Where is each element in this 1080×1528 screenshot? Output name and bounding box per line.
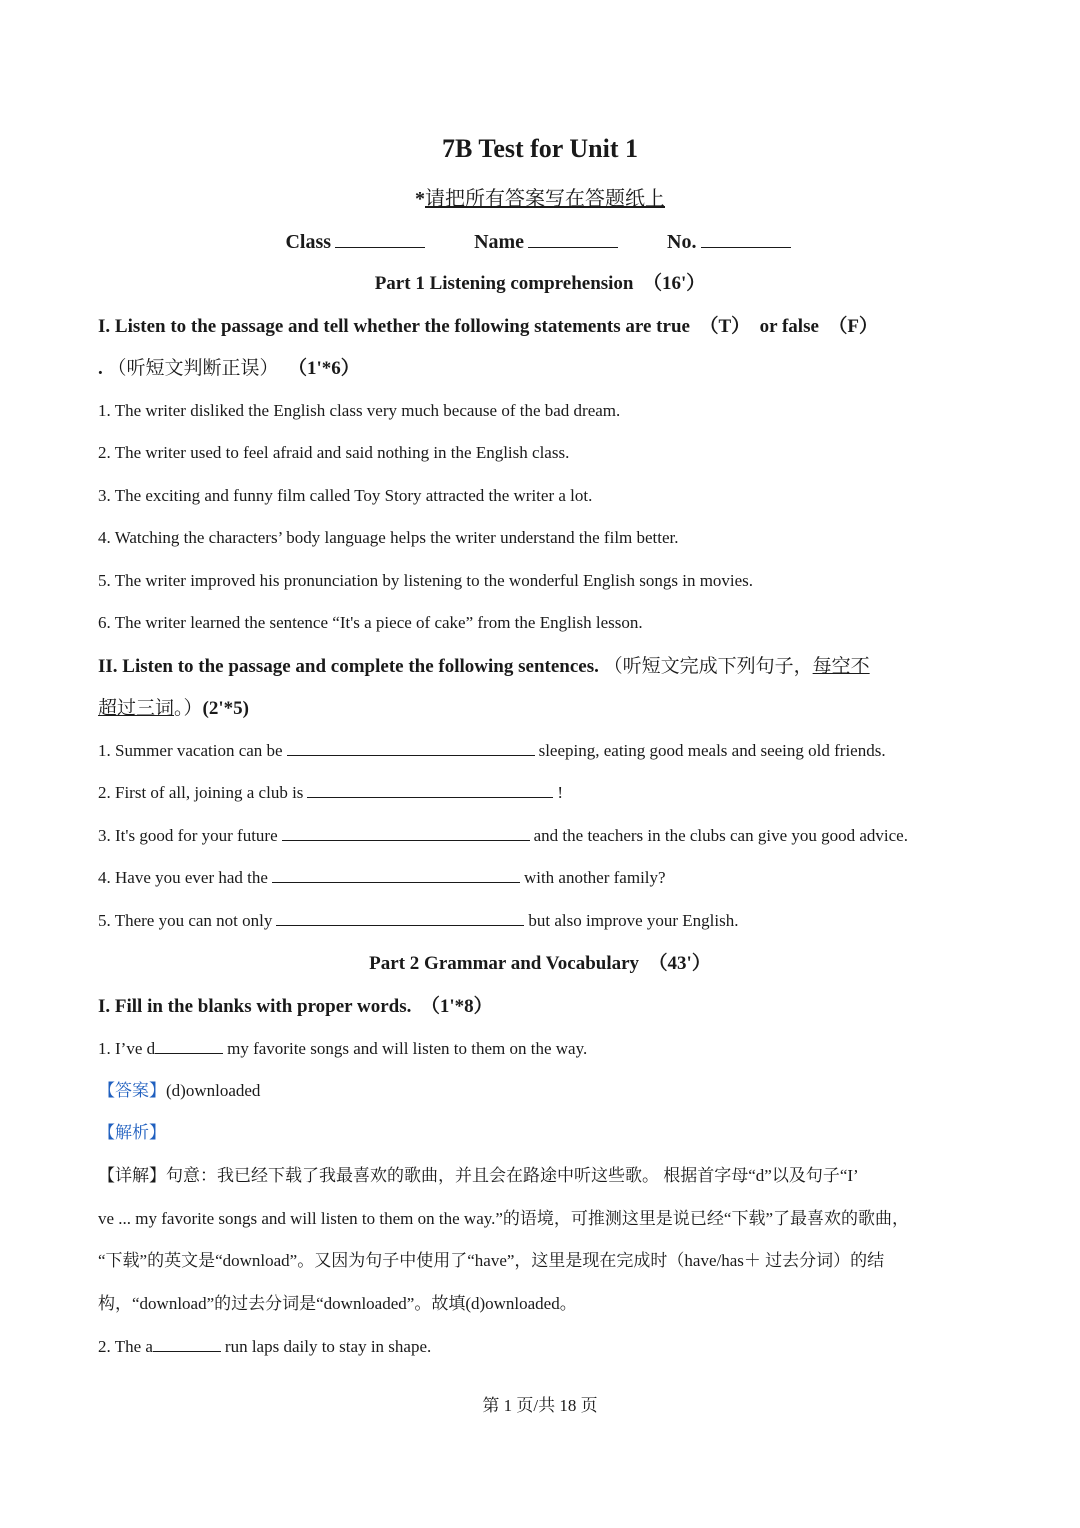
completion-blank[interactable] <box>276 909 524 926</box>
sec1-heading-a: I. Listen to the passage and tell whether the following statements are true <box>98 316 690 337</box>
sec2-heading-cn-underlined: 每空不 <box>812 656 870 677</box>
class-label: Class <box>285 231 332 253</box>
completion-item <box>98 824 1000 848</box>
part2-score: （43'） <box>648 953 711 974</box>
part1-title-text: Part 1 Listening comprehension <box>374 273 634 294</box>
fill-before: 1. I’ve d <box>98 1039 156 1058</box>
part1-sec1-heading-line2 <box>98 356 1000 382</box>
completion-blank[interactable] <box>307 781 553 798</box>
completion-blank[interactable] <box>282 824 530 841</box>
completion-after: with another family? <box>523 868 666 887</box>
answer-label: 【答案】 <box>98 1081 166 1100</box>
fill-blank[interactable] <box>153 1335 221 1352</box>
page-title: 7B Test for Unit 1 <box>442 134 638 163</box>
sec2-heading-cn: （听短文完成下列句子， <box>603 656 813 677</box>
statement-item: 6. The writer learned the sentence “It's a piece of cake” from the English lesson. <box>98 613 643 632</box>
fill-before: 2. The a <box>98 1337 153 1356</box>
sec2-heading-score: (2'*5) <box>202 698 249 719</box>
completion-before: 1. Summer vacation can be <box>98 741 283 760</box>
part1-score: （16'） <box>643 273 706 294</box>
sec2-heading-cn-end: 。） <box>174 698 203 719</box>
name-blank[interactable] <box>528 231 618 248</box>
part1-sec2-heading-line2 <box>98 696 1000 722</box>
completion-blank[interactable] <box>272 866 520 883</box>
completion-after: and the teachers in the clubs can give you good advice. <box>533 826 908 845</box>
completion-before: 4. Have you ever had the <box>98 868 268 887</box>
completion-item <box>98 866 1000 890</box>
detail-line-2: ve ... my favorite songs and will listen to them on the way.”的语境，可推测这里是说已经“下载”了最喜欢的歌曲， <box>98 1209 910 1228</box>
completion-item <box>98 781 1000 805</box>
analysis-label: 【解析】 <box>98 1123 166 1142</box>
completion-after: ! <box>557 783 564 802</box>
number-label: No. <box>667 231 697 253</box>
name-label: Name <box>474 231 525 253</box>
student-info-row <box>0 229 1080 255</box>
sec2-heading-a: II. Listen to the passage and complete the following sentences. <box>98 656 599 677</box>
sec1-heading-score: （1'*6） <box>288 358 360 379</box>
sec1-heading-or-false: or false <box>759 316 819 337</box>
detail-line-4: 构，“download”的过去分词是“downloaded”。故填(d)ownloaded。 <box>98 1294 577 1313</box>
detail-text-1: 句意：我已经下载了我最喜欢的歌曲，并且会在路途中听这些歌。 根据首字母“d”以及句子“I’ <box>166 1166 859 1185</box>
page-footer: 第 1 页/共 18 页 <box>482 1396 598 1415</box>
statement-item: 4. Watching the characters’ body language helps the writer understand the film better. <box>98 528 679 547</box>
completion-item <box>98 909 1000 933</box>
statement-item: 5. The writer improved his pronunciation by listening to the wonderful English songs in movies. <box>98 571 754 590</box>
sec1-heading-false: （F） <box>828 316 879 337</box>
answer-text: (d)ownloaded <box>166 1081 261 1100</box>
number-blank[interactable] <box>701 231 791 248</box>
notice-text: 请把所有答案写在答题纸上 <box>425 188 665 210</box>
statement-item: 3. The exciting and funny film called Toy Story attracted the writer a lot. <box>98 486 593 505</box>
class-blank[interactable] <box>335 231 425 248</box>
part2-sec1-heading <box>98 994 1000 1020</box>
fill-blank[interactable] <box>155 1037 223 1054</box>
part2-title-text: Part 2 Grammar and Vocabulary <box>369 953 640 974</box>
part2-title <box>0 951 1080 977</box>
answer-line <box>98 1079 1000 1103</box>
answer-sheet-notice <box>0 186 1080 212</box>
completion-before: 5. There you can not only <box>98 911 273 930</box>
completion-after: sleeping, eating good meals and seeing old friends. <box>538 741 886 760</box>
part1-title <box>0 271 1080 297</box>
part2-sec1-score: （1'*8） <box>420 996 493 1017</box>
detail-line-3: “下载”的英文是“download”。又因为句子中使用了“have”，这里是现在完成时（have/has＋ 过去分词）的结 <box>98 1251 885 1270</box>
completion-item <box>98 739 1000 763</box>
fill-item-2 <box>98 1335 1000 1359</box>
sec1-heading-cn: （听短文判断正误） <box>107 358 279 379</box>
part1-sec2-heading-line1 <box>98 654 1000 680</box>
completion-before: 3. It's good for your future <box>98 826 278 845</box>
notice-star: * <box>415 188 425 210</box>
part2-sec1-heading-a: I. Fill in the blanks with proper words. <box>98 996 412 1017</box>
fill-item-1 <box>98 1037 1000 1061</box>
fill-after: my favorite songs and will listen to them on the way. <box>227 1039 588 1058</box>
completion-blank[interactable] <box>287 739 535 756</box>
completion-before: 2. First of all, joining a club is <box>98 783 304 802</box>
completion-after: but also improve your English. <box>528 911 739 930</box>
sec1-heading-true: （T） <box>699 316 751 337</box>
sec1-heading-dot: . <box>98 358 103 379</box>
statement-item: 2. The writer used to feel afraid and said nothing in the English class. <box>98 443 570 462</box>
part1-sec1-heading-line1 <box>98 314 1000 340</box>
statement-item: 1. The writer disliked the English class very much because of the bad dream. <box>98 401 621 420</box>
fill-after: run laps daily to stay in shape. <box>224 1337 432 1356</box>
detail-label: 【详解】 <box>98 1166 166 1185</box>
detail-line-1 <box>98 1164 1000 1188</box>
sec2-heading-cn-underlined-2: 超过三词 <box>98 698 175 719</box>
